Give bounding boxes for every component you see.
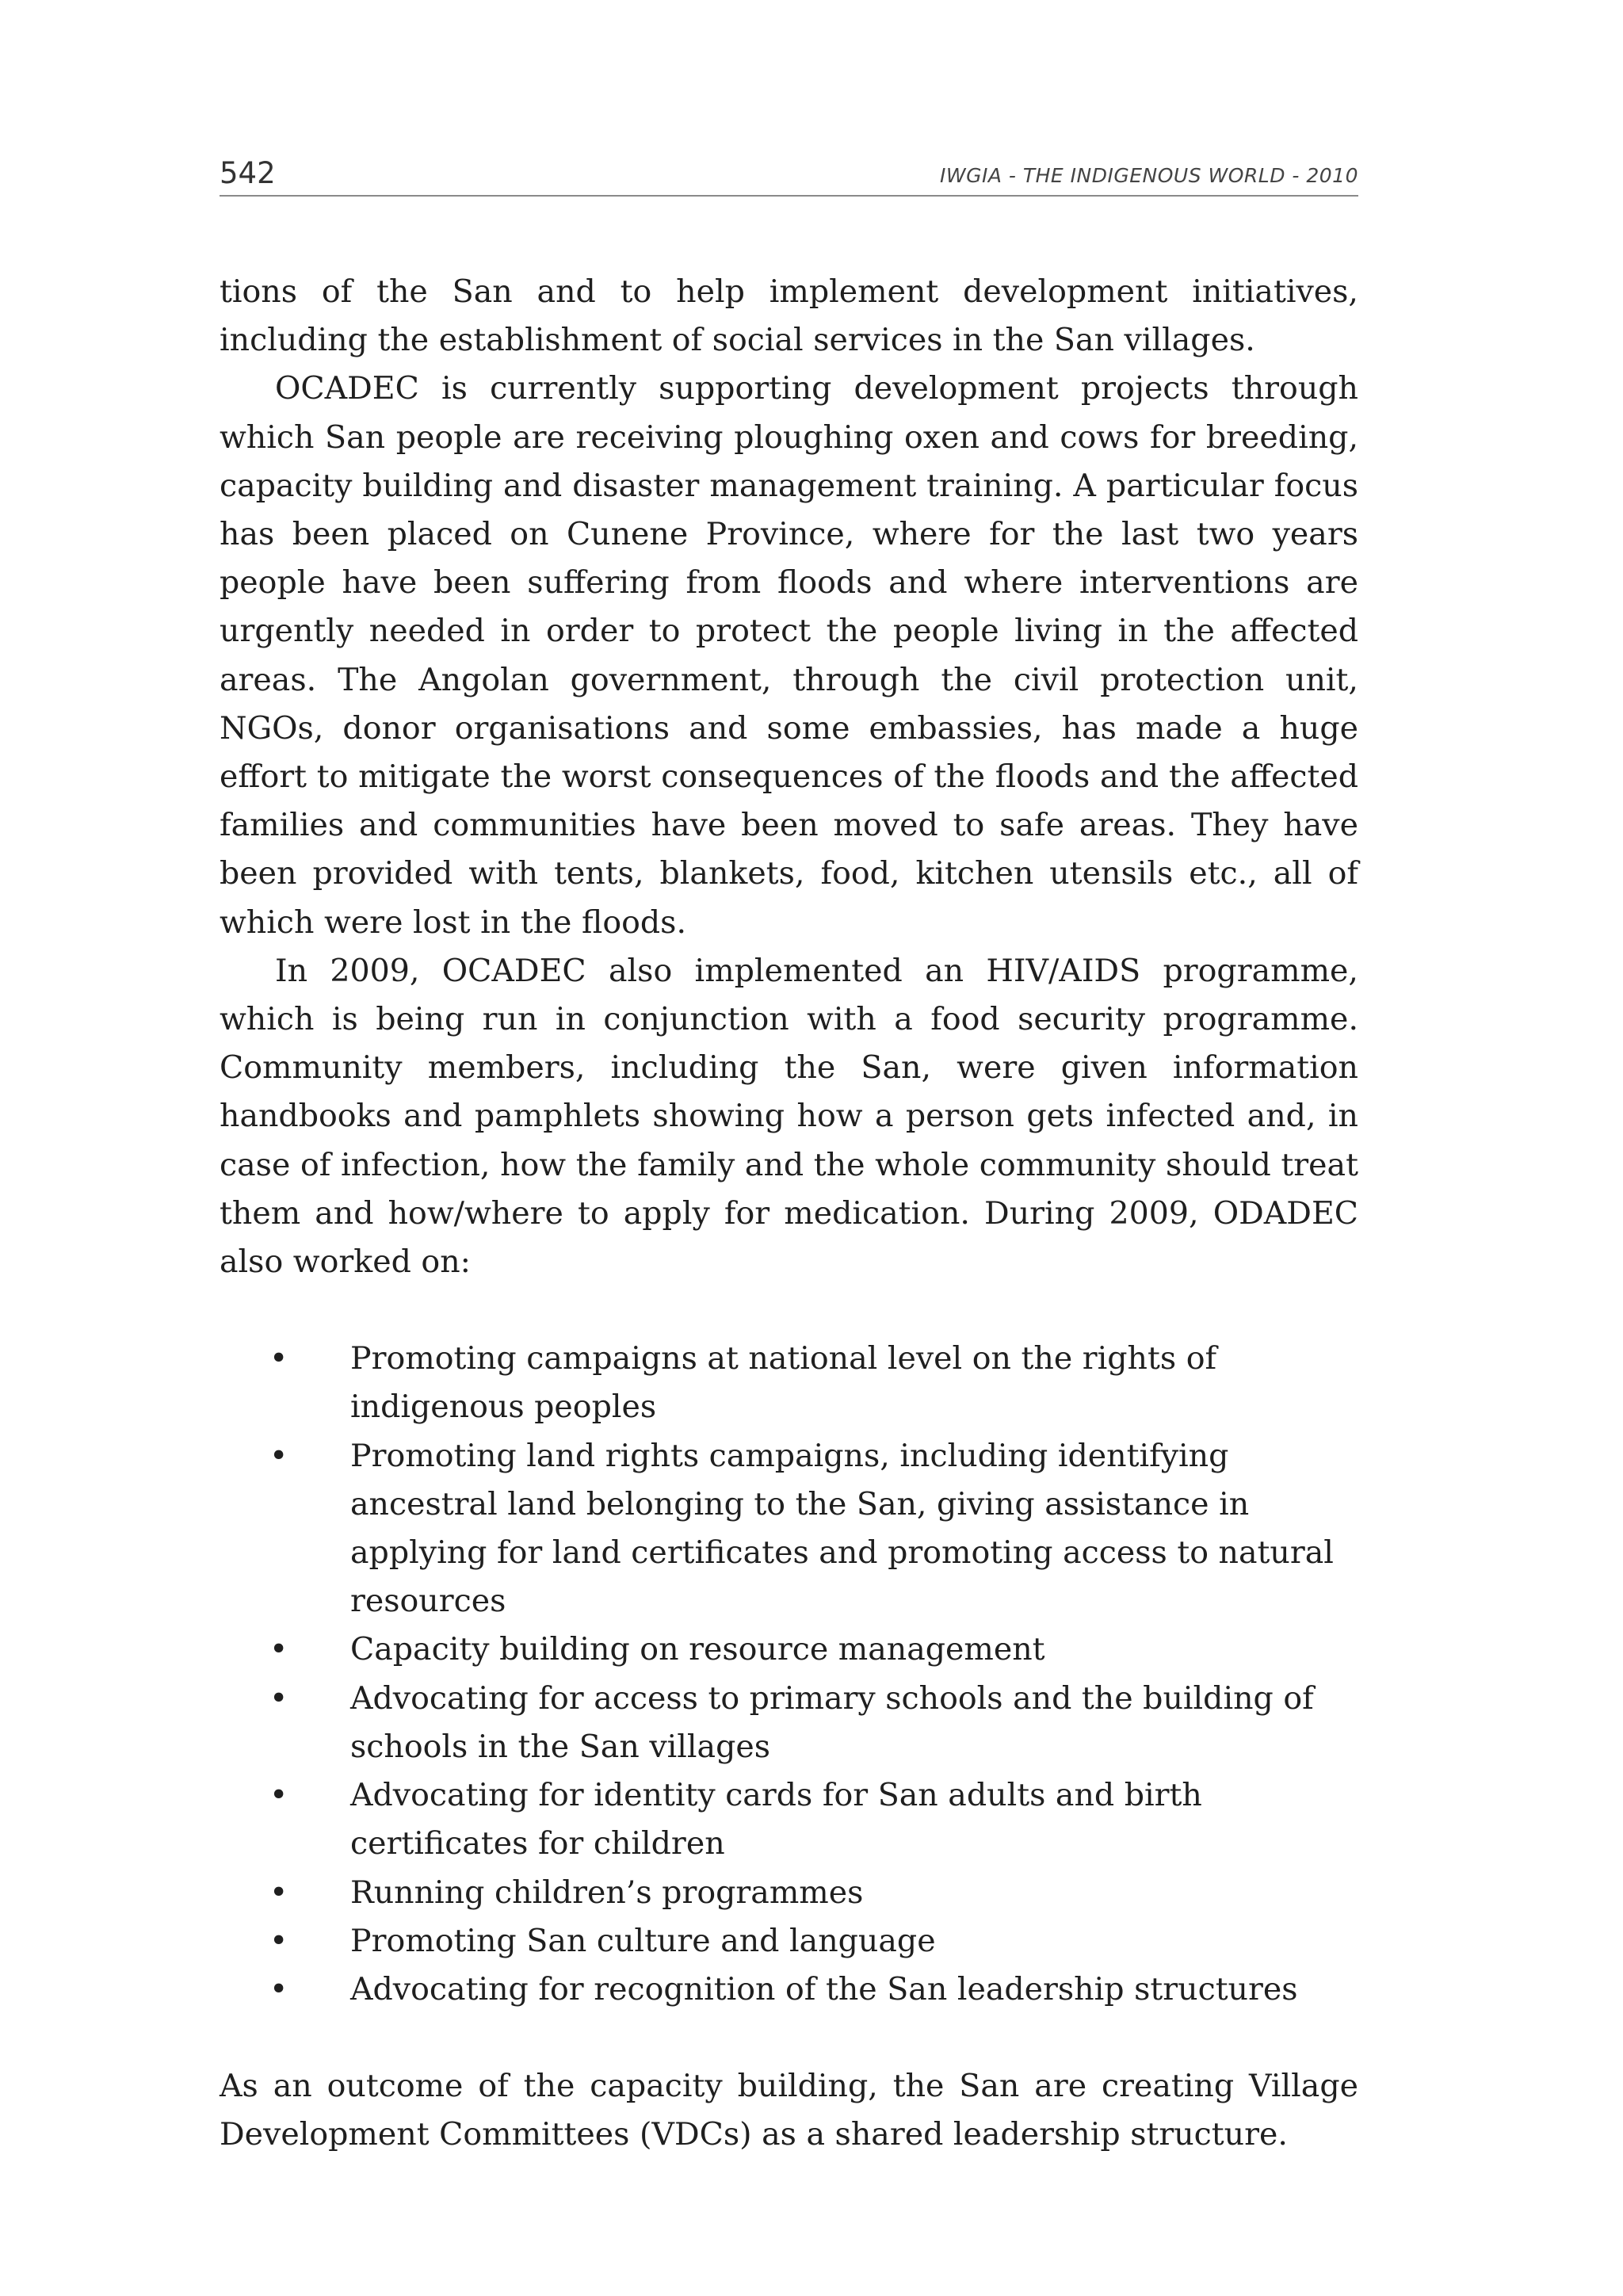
bullet-icon: • bbox=[269, 1970, 288, 2008]
bullet-icon: • bbox=[269, 1631, 288, 1668]
bullet-icon: • bbox=[269, 1874, 288, 1911]
list-item bbox=[269, 1626, 1358, 1674]
list-item-text: Advocating for identity cards for San adults and birth certificates for children bbox=[350, 1777, 1202, 1862]
list-item-text: Capacity building on resource management bbox=[350, 1631, 1045, 1668]
paragraph-outcome: As an outcome of the capacity building, the San are creating Village Development Committees (VDCs) as a shared leadership structure. bbox=[220, 2068, 1358, 2153]
list-item-text: Advocating for access to primary schools and the building of schools in the San villages bbox=[350, 1679, 1314, 1765]
list-item-text: Promoting campaigns at national level on the rights of indigenous peoples bbox=[350, 1340, 1217, 1426]
bullet-icon: • bbox=[269, 1437, 288, 1474]
list-item bbox=[269, 1432, 1358, 1626]
article-body bbox=[220, 268, 1358, 2160]
page-header bbox=[220, 155, 1358, 197]
list-item-text: Running children’s programmes bbox=[350, 1874, 864, 1911]
list-item-text: Promoting land rights campaigns, including identifying ancestral land belonging to the San, giving assistance in applying for land certificates and promoting access to natural resources bbox=[350, 1437, 1334, 1620]
paragraph-hiv-programme: In 2009, OCADEC also implemented an HIV/AIDS programme, which is being run in conjunction with a food security programme. Community members, including the San, were given information handbooks and pamphlets showing how a person gets infected and, in case of infection, how the family and the whole community should treat them and how/where to apply for medication. During 2009, ODADEC also worked on: bbox=[220, 952, 1358, 1281]
page-number: 542 bbox=[220, 156, 276, 190]
list-item bbox=[269, 1675, 1358, 1771]
running-head: IWGIA - THE INDIGENOUS WORLD - 2010 bbox=[939, 164, 1358, 187]
list-item bbox=[269, 1917, 1358, 1966]
list-item-text: Promoting San culture and language bbox=[350, 1922, 936, 1959]
list-item bbox=[269, 1335, 1358, 1431]
paragraph-continuation: tions of the San and to help implement development initiatives, including the establishment of social services in the San villages. bbox=[220, 273, 1358, 359]
activities-list bbox=[220, 1335, 1358, 2014]
bullet-icon: • bbox=[269, 1340, 288, 1377]
list-item bbox=[269, 1869, 1358, 1917]
list-item-text: Advocating for recognition of the San leadership structures bbox=[350, 1970, 1298, 2008]
bullet-icon: • bbox=[269, 1679, 288, 1717]
list-item bbox=[269, 1966, 1358, 2014]
paragraph-ocadec-projects: OCADEC is currently supporting development projects through which San people are receiving ploughing oxen and cows for breeding, capacity building and disaster management training. A particular focus has been placed on Cunene Province, where for the last two years people have been suffering from floods and where interventions are urgently needed in order to protect the people living in the affected areas. The Angolan government, through the civil protection unit, NGOs, donor organisations and some embassies, has made a huge effort to mitigate the worst consequences of the floods and the affected families and communities have been moved to safe areas. They have been provided with tents, blankets, food, kitchen utensils etc., all of which were lost in the floods. bbox=[220, 370, 1358, 941]
bullet-icon: • bbox=[269, 1777, 288, 1814]
bullet-icon: • bbox=[269, 1922, 288, 1959]
list-item bbox=[269, 1771, 1358, 1868]
